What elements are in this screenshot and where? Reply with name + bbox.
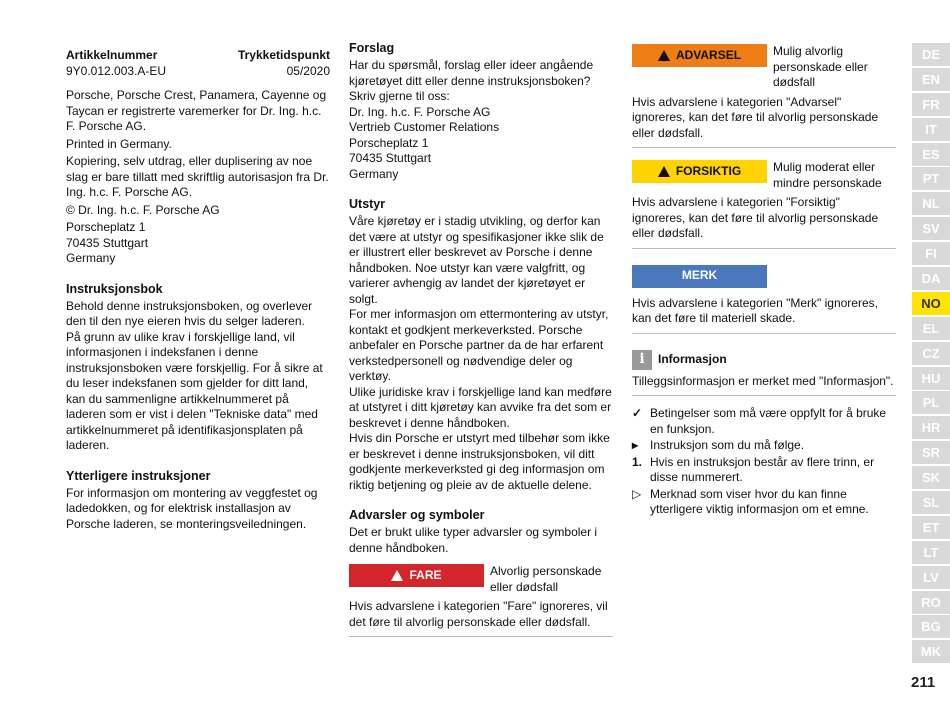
manual-paragraph-1: Behold denne instruksjonsboken, og overlever den til den nye eieren hvis du selger laderen. [66, 298, 313, 328]
address-line: 70435 Stuttgart [349, 151, 432, 165]
manual-paragraph-2: På grunn av ulike krav i forskjellige land, vil informasjonen i indeksfanen i denne instruksjonsboken være forskjellig. For å sikre at du leser indeksfanen som gjelder for ditt land, kan du sammenligne artikkelnummeret på laderen som er vist i delen "Tekniske data" med artikkelnummeret på identifikasjonsplaten på laderen. [66, 329, 323, 452]
language-tab-sv[interactable]: SV [912, 217, 950, 240]
hint-arrow-icon: ▷ [632, 486, 642, 501]
language-tab-fr[interactable]: FR [912, 93, 950, 116]
copyright-text: © Dr. Ing. h.c. F. Porsche AG [66, 202, 220, 217]
language-tab-sk[interactable]: SK [912, 466, 950, 489]
address-line: Porscheplatz 1 [349, 135, 429, 150]
equipment-paragraph-2: For mer informasjon om ettermontering av utstyr, kontakt et godkjent merkeverksted. Porsche anbefaler en Porsche partner da de har erfarent verkstedpersonell og nødvendige deler og verktøy. [349, 307, 609, 383]
notice-sign-row [632, 265, 896, 288]
language-tab-hu[interactable]: HU [912, 367, 950, 390]
address-line: Porscheplatz 1 [66, 220, 146, 234]
warning-triangle-icon [658, 50, 670, 61]
trademark-text: Porsche, Porsche Crest, Panamera, Cayenne og Taycan er registrerte varemerker for Dr. Ing. h.c. F. Porsche AG. [66, 88, 327, 133]
language-tab-en[interactable]: EN [912, 68, 950, 91]
symbol-list [632, 406, 896, 518]
equipment-paragraph-3: Ulike juridiske krav i forskjellige land kan medføre at utstyret i ditt kjøretøy kan avvike fra det som er beskrevet i denne håndboken. [349, 384, 612, 430]
info-heading: Informasjon [658, 351, 727, 366]
suggestions-heading: Forslag [349, 41, 395, 55]
language-tab-no[interactable]: NO [912, 292, 950, 315]
language-tab-de[interactable]: DE [912, 43, 950, 66]
info-heading-row [632, 350, 896, 370]
more-instructions-heading: Ytterligere instruksjoner [66, 468, 211, 483]
symbol-text: Betingelser som må være oppfylt for å bruke en funksjon. [650, 406, 887, 436]
equipment-paragraph-1: Våre kjøretøy er i stadig utvikling, og derfor kan det være at utstyr og spesifikasjoner ikke slik de er illustrert eller beskrevet av Porsche i denne håndboken. Noe utstyr kan være valgfritt, og varierer avhengig av landet der kjøretøyet er solgt. [349, 214, 604, 306]
caution-sign-row [632, 160, 896, 191]
article-number-label: Artikkelnummer [66, 48, 158, 62]
language-tab-sr[interactable]: SR [912, 441, 950, 464]
warning-sign-row [632, 44, 896, 91]
checkmark-icon: ✓ [632, 406, 643, 420]
symbol-text: Merknad som viser hvor du kan finne ytterligere viktig informasjon om et emne. [650, 486, 869, 516]
equipment-paragraph-4: Hvis din Porsche er utstyrt med tilbehør som ikke er beskrevet i denne instruksjonsboken, vil ditt godkjente merkeverksted gi deg informasjon om riktig betjening og pleie av de aktuelle delene. [349, 431, 610, 492]
warning-triangle-icon [658, 166, 670, 177]
language-tab-et[interactable]: ET [912, 516, 950, 539]
article-number-value: 9Y0.012.003.A-EU [66, 63, 167, 78]
article-value-row [66, 64, 330, 80]
notice-description: Hvis advarslene i kategorien "Merk" ignoreres, kan det føre til materiell skade. [632, 296, 896, 334]
arrow-right-icon: ▸ [632, 438, 639, 452]
notice-label: MERK [681, 268, 718, 283]
danger-description: Hvis advarslene i kategorien "Fare" ignoreres, vil det føre til alvorlig personskade eller dødsfall. [349, 599, 613, 637]
danger-side-text: Alvorlig personskade eller dødsfall [490, 564, 602, 594]
column-1 [66, 40, 330, 532]
danger-sign-row [349, 564, 613, 595]
language-tab-fi[interactable]: FI [912, 242, 950, 265]
address-line: Germany [66, 251, 116, 265]
copying-text: Kopiering, selv utdrag, eller duplisering av noe slag er bare tillatt med skriftlig autorisasjon fra Dr. Ing. h.c. F. Porsche AG. [66, 154, 329, 199]
caution-sign [632, 160, 767, 183]
caution-side-text: Mulig moderat eller mindre personskade [773, 160, 882, 190]
step-number: 1. [632, 454, 643, 469]
list-item [632, 438, 896, 454]
column-3 [632, 44, 896, 519]
language-tab-lv[interactable]: LV [912, 566, 950, 589]
column-2 [349, 40, 613, 637]
more-instructions-paragraph: For informasjon om montering av veggfestet og ladedokken, og for elektrisk installasjon av Porsche laderen, se monteringsveiledningen. [66, 485, 318, 531]
language-tab-it[interactable]: IT [912, 118, 950, 141]
language-tab-pt[interactable]: PT [912, 167, 950, 190]
print-date-value: 05/2020 [286, 63, 330, 78]
address-line: Dr. Ing. h.c. F. Porsche AG [349, 104, 491, 119]
language-tab-da[interactable]: DA [912, 267, 950, 290]
language-tab-lt[interactable]: LT [912, 541, 950, 564]
language-tab-sl[interactable]: SL [912, 491, 950, 514]
address-line: Germany [349, 166, 399, 181]
warning-sign [632, 44, 767, 67]
notice-sign [632, 265, 767, 288]
language-tab-hr[interactable]: HR [912, 416, 950, 439]
info-icon: i [632, 350, 652, 370]
write-to-text: Skriv gjerne til oss: [349, 89, 450, 103]
danger-sign [349, 564, 484, 587]
warnings-paragraph: Det er brukt ulike typer advarsler og symboler i denne håndboken. [349, 525, 598, 555]
language-tab-es[interactable]: ES [912, 143, 950, 166]
warning-description: Hvis advarslene i kategorien "Advarsel" ignoreres, kan det føre til alvorlig personskade eller dødsfall. [632, 95, 896, 149]
warnings-heading: Advarsler og symboler [349, 508, 485, 522]
list-item [632, 455, 896, 486]
print-date-label: Trykketidspunkt [237, 48, 330, 62]
language-tab-el[interactable]: EL [912, 317, 950, 340]
language-tab-nl[interactable]: NL [912, 192, 950, 215]
language-index-tabs [912, 43, 950, 665]
suggestions-paragraph: Har du spørsmål, forslag eller ideer angående kjøretøyet ditt eller denne instruksjonsboken? [349, 58, 594, 88]
language-tab-cz[interactable]: CZ [912, 342, 950, 365]
list-item [632, 487, 896, 518]
danger-label: FARE [409, 567, 442, 582]
warning-side-text: Mulig alvorlig personskade eller dødsfall [773, 44, 868, 89]
info-description: Tilleggsinformasjon er merket med "Informasjon". [632, 374, 896, 397]
article-header-row [66, 48, 330, 64]
symbol-text: Instruksjon som du må følge. [650, 438, 805, 452]
caution-description: Hvis advarslene i kategorien "Forsiktig" ignoreres, kan det føre til alvorlig personskade eller dødsfall. [632, 195, 896, 249]
equipment-heading: Utstyr [349, 197, 386, 211]
language-tab-mk[interactable]: MK [912, 640, 950, 663]
language-tab-bg[interactable]: BG [912, 615, 950, 638]
caution-label: FORSIKTIG [675, 163, 742, 178]
warning-label: ADVARSEL [675, 47, 742, 62]
warning-triangle-icon [391, 570, 403, 581]
language-tab-pl[interactable]: PL [912, 391, 950, 414]
manual-heading: Instruksjonsbok [66, 281, 163, 296]
printed-text: Printed in Germany. [66, 136, 172, 151]
address-line: Vertrieb Customer Relations [349, 120, 500, 134]
page-number: 211 [911, 674, 936, 691]
symbol-text: Hvis en instruksjon består av flere trinn, er disse nummerert. [650, 454, 875, 484]
list-item [632, 406, 896, 437]
address-line: 70435 Stuttgart [66, 235, 149, 250]
language-tab-ro[interactable]: RO [912, 591, 950, 614]
